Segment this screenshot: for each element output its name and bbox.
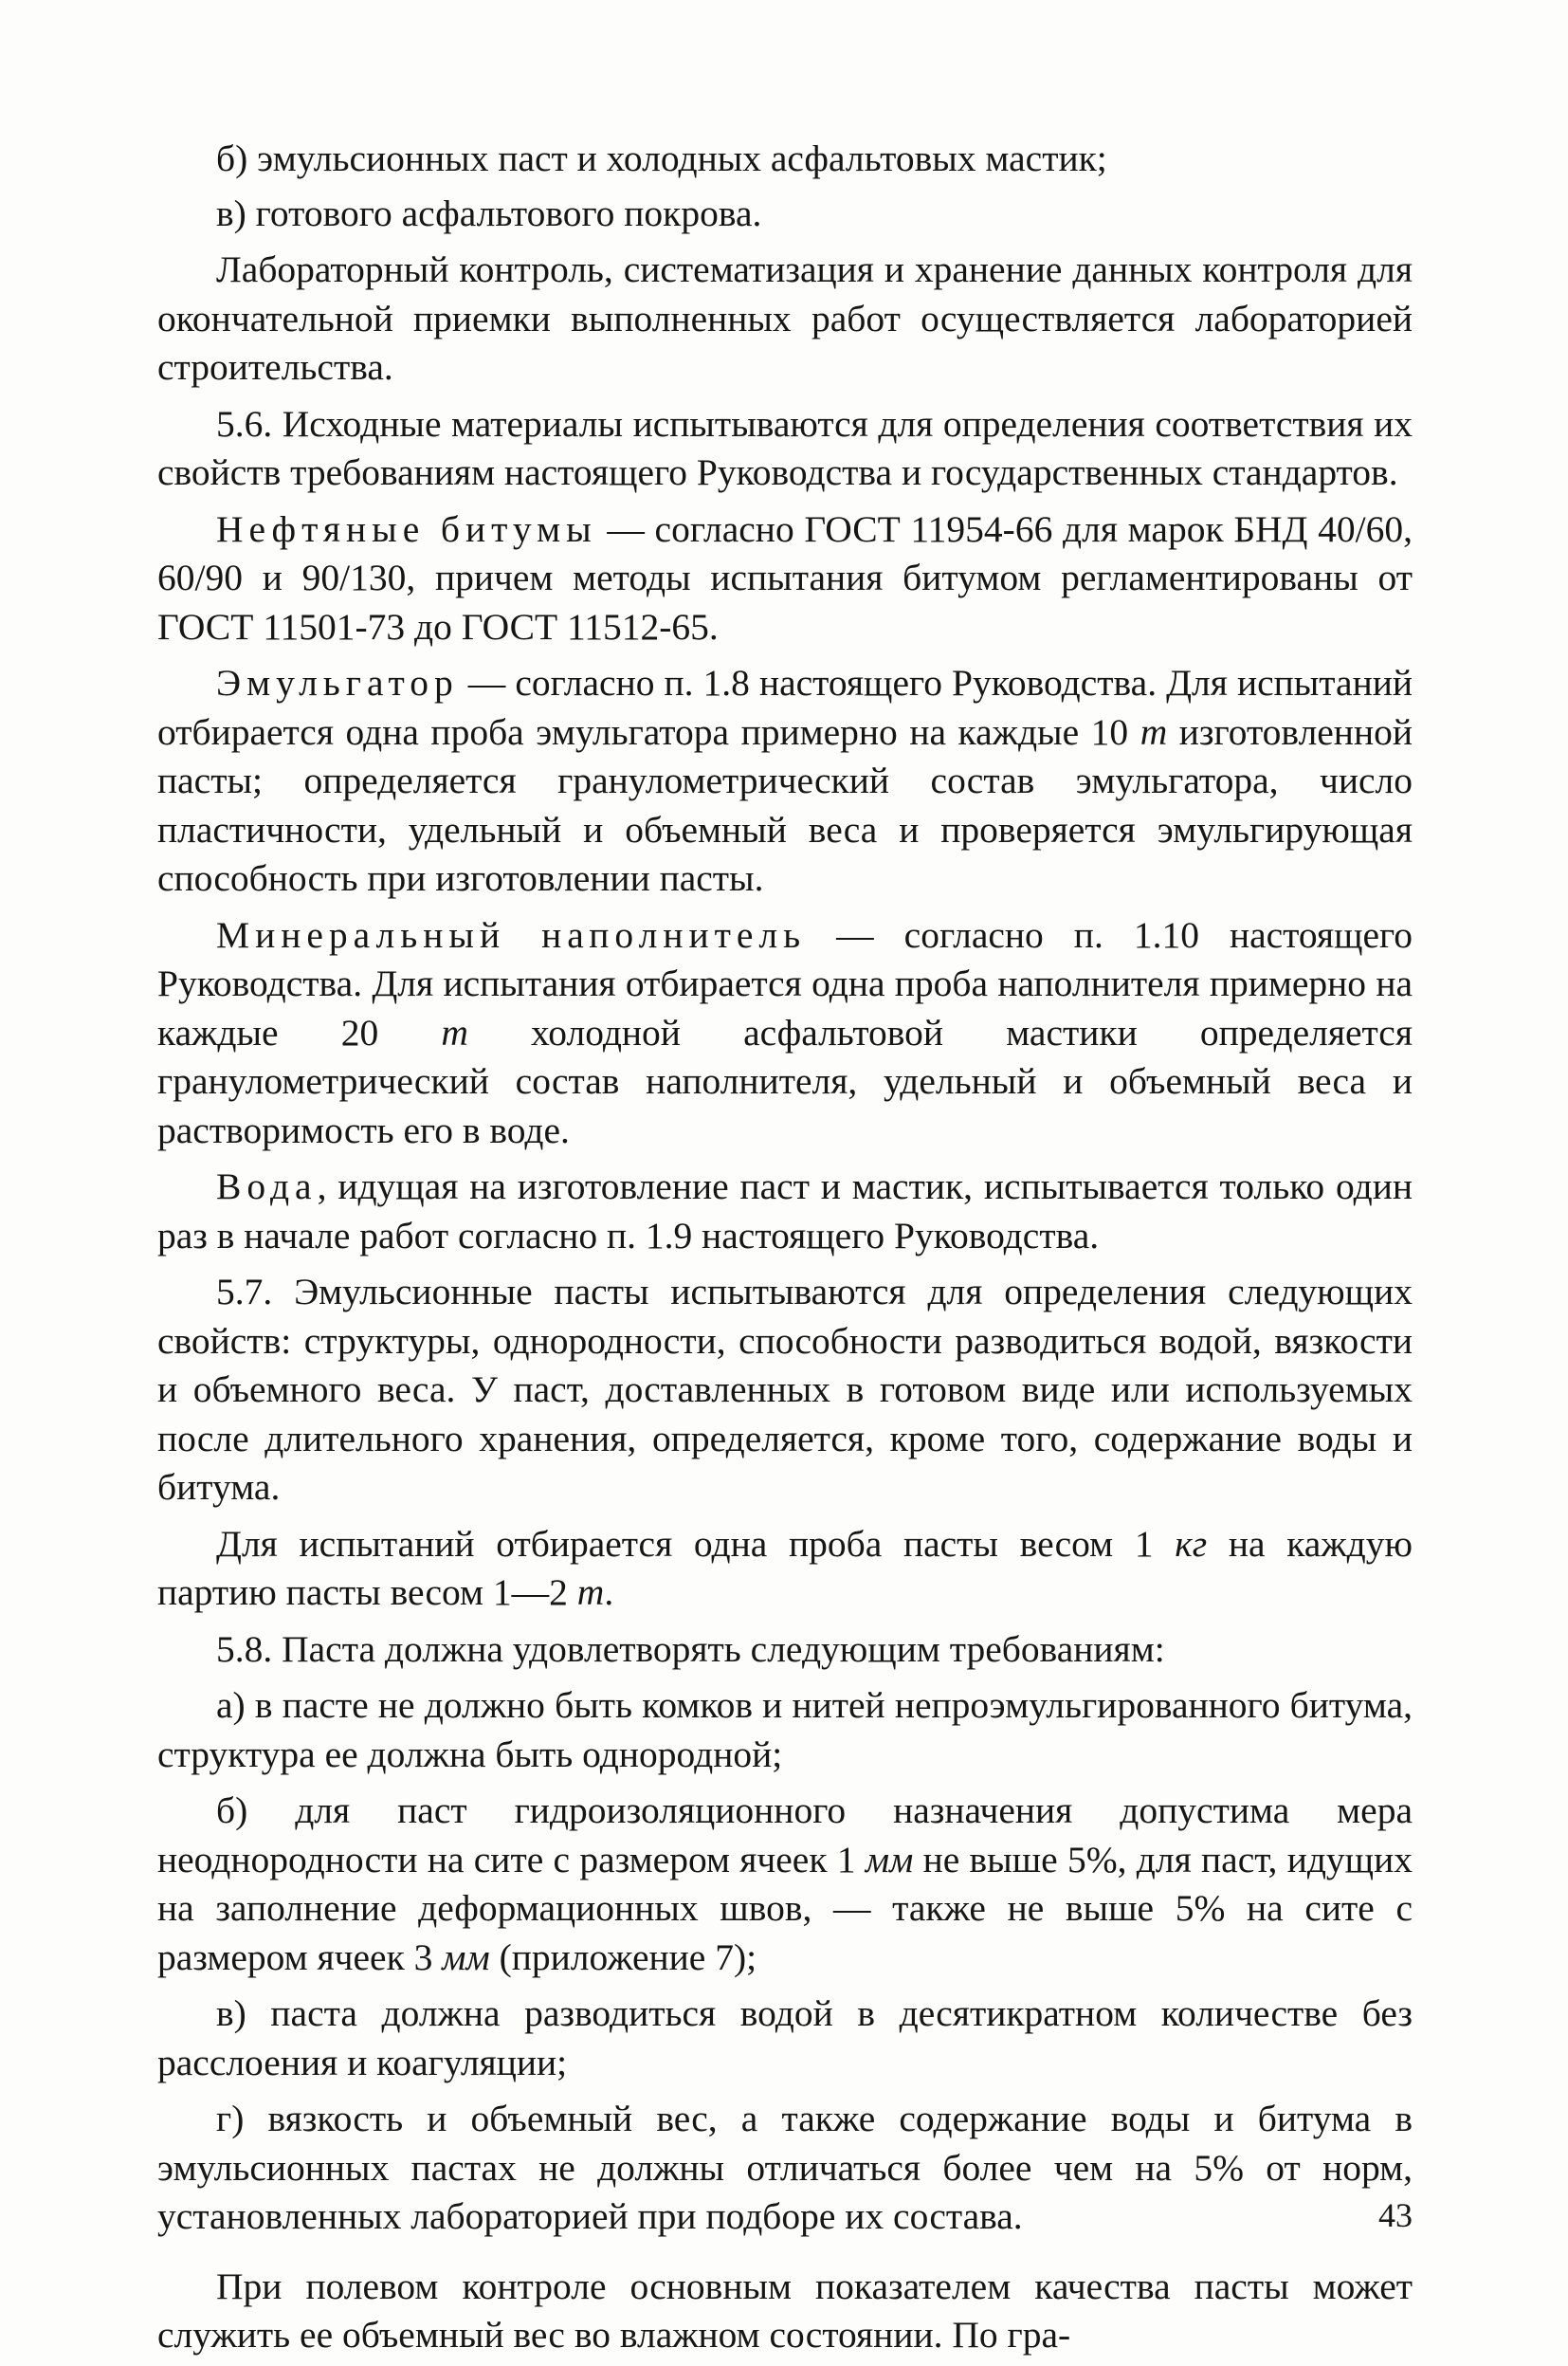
text-run: . <box>604 1571 614 1613</box>
text-run: 5.7. Эмульсионные пасты испытываются для определения следующих свойств: структуры, однородности, способности разводиться водой, вязкости и объемного веса. У паст, доставленных в готовом виде или используемых после длительного хранения, определяется, кроме того, содержание воды и битума. <box>157 1271 1413 1508</box>
text-run: При полевом контроле основным показателем качества пасты может служить ее объемный вес во влажном состоянии. По гра- <box>157 2265 1413 2356</box>
text-run: — согласно ГОСТ 11954-66 для марок БНД 40/60, 60/90 и 90/130, причем методы испытания битумом регламентированы от ГОСТ 11501-73 до ГОСТ 11512-65. <box>157 507 1413 648</box>
page-number: 43 <box>1378 2196 1413 2234</box>
italic-unit: т <box>1140 710 1168 753</box>
text-run: Лабораторный контроль, систематизация и хранение данных контроля для окончательной приемки выполненных работ осуществляется лабораторией строительства. <box>157 248 1413 388</box>
spaced-term: Вода <box>216 1165 318 1207</box>
italic-unit: т <box>441 1011 468 1054</box>
paragraph-p14 <box>157 1990 1413 2087</box>
text-run: а) в пасте не должно быть комков и нитей непроэмульгированного битума, структура ее должна быть однородной; <box>157 1684 1413 1775</box>
paragraph-p15 <box>157 2095 1413 2242</box>
text-run: б) для паст гидроизоляционного назначения допустима мера неоднородности на сите с размером ячеек 1 <box>157 1789 1413 1880</box>
paragraph-p4 <box>157 400 1413 498</box>
italic-unit: т <box>576 1571 605 1613</box>
text-run: 5.6. Исходные материалы испытываются для определения соответствия их свойств требованиям настоящего Руководства и государственных стандартов. <box>157 402 1413 493</box>
text-run: изготовленной пасты; определяется гранулометрический состав эмульгатора, число пластичности, удельный и объемный веса и проверяется эмульгирующая способность при изготовлении пасты. <box>157 710 1413 899</box>
text-run: (приложение 7); <box>489 1935 757 1978</box>
paragraph-p8 <box>157 1163 1413 1260</box>
italic-unit: мм <box>865 1838 914 1880</box>
text-run: , идущая на изготовление паст и мастик, испытывается только один раз в начале работ согласно п. 1.9 настоящего Руководства. <box>157 1165 1413 1256</box>
text-run: б) эмульсионных паст и холодных асфальтовых мастик; <box>216 138 1107 179</box>
text-run: Для испытаний отбирается одна проба пасты весом 1 <box>216 1522 1176 1565</box>
text-run: не выше 5%, для паст, идущих на заполнение деформационных швов, — также не выше 5% на сите с размером ячеек 3 <box>157 1838 1413 1978</box>
paragraph-p7 <box>157 911 1413 1156</box>
paragraph-p1 <box>157 135 1413 184</box>
italic-unit: кг <box>1175 1522 1208 1565</box>
document-body <box>157 135 1413 2366</box>
paragraph-p9 <box>157 1268 1413 1513</box>
italic-unit: мм <box>442 1935 490 1978</box>
paragraph-p3 <box>157 246 1413 393</box>
text-run: на каждую партию пасты весом 1—2 <box>157 1522 1413 1613</box>
text-run: в) готового асфальтового покрова. <box>216 192 762 234</box>
paragraph-p13 <box>157 1787 1413 1982</box>
text-run: — согласно п. 1.8 настоящего Руководства. Для испытаний отбирается одна проба эмульгатора примерно на каждые 10 <box>157 662 1413 753</box>
text-run: г) вязкость и объемный вес, а также содержание воды и битума в эмульсионных пастах не должны отличаться более чем на 5% от норм, установленных лабораторией при подборе их состава. <box>157 2098 1413 2237</box>
paragraph-p10 <box>157 1520 1413 1618</box>
text-run: в) паста должна разводиться водой в десятикратном количестве без расслоения и коагуляции; <box>157 1992 1413 2083</box>
spaced-term: Нефтяные битумы <box>216 507 597 550</box>
text-run: холодной асфальтовой мастики определяется гранулометрический состав наполнителя, удельный и объемный веса и растворимость его в воде. <box>157 1011 1413 1151</box>
paragraph-p12 <box>157 1681 1413 1779</box>
text-run: 5.8. Паста должна удовлетворять следующим требованиям: <box>216 1627 1165 1670</box>
paragraph-p11 <box>157 1625 1413 1675</box>
text-run: — согласно п. 1.10 настоящего Руководства. Для испытания отбирается одна проба наполнителя примерно на каждые 20 <box>157 913 1413 1054</box>
paragraph-p5 <box>157 505 1413 652</box>
paragraph-p6 <box>157 659 1413 904</box>
spaced-term: Минеральный наполнитель <box>216 913 807 956</box>
paragraph-p2 <box>157 190 1413 239</box>
spaced-term: Эмульгатор <box>216 662 459 704</box>
paragraph-p16 <box>157 2263 1413 2360</box>
